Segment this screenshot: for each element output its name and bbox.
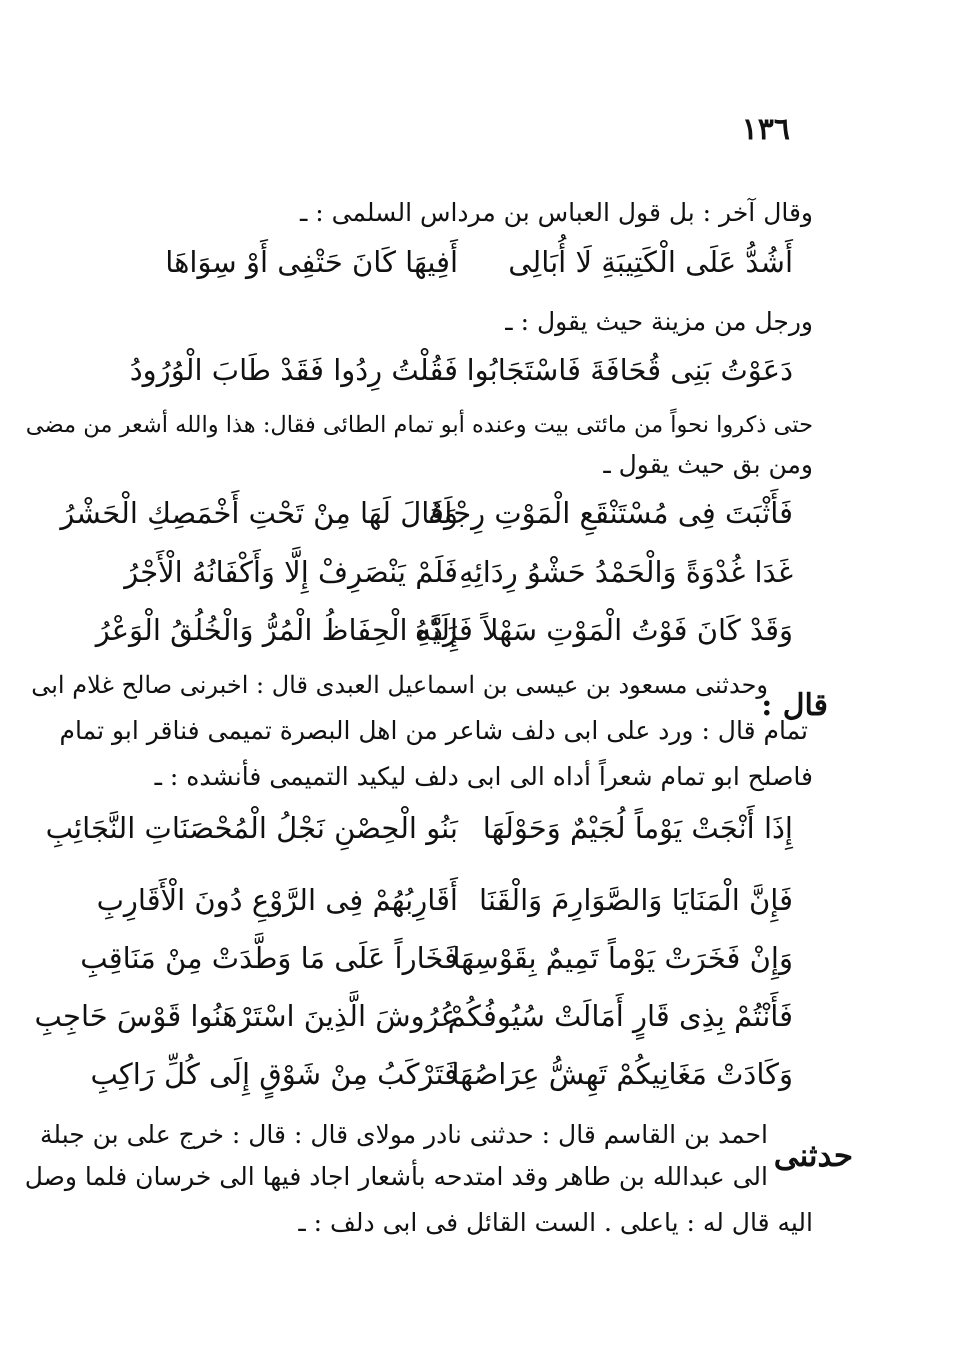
- verse-7-right: فَإِنَّ الْمَنَايَا وَالصَّوَارِمَ وَالْقَنَا: [478, 883, 793, 917]
- verse-7-left: أَقَارِبُهُمْ فِى الرَّوْعِ دُونَ الْأَقَارِبِ: [96, 883, 458, 917]
- verse-1-left: أَفِيهَا كَانَ حَتْفِى أَوْ سِوَاهَا: [165, 245, 458, 279]
- verse-4-left: فَلَمْ يَنْصَرِفْ إِلَّا وَأَكْفَانُهُ الْأَجْرُ: [124, 555, 458, 589]
- verse-3-left: وَقَالَ لَهَا مِنْ تَحْتِ أَخْمَصِكِ الْحَشْرُ: [60, 496, 458, 530]
- verse-8-right: وَإِنْ فَخَرَتْ يَوْماً تَمِيمٌ بِقَوْسِهَا: [452, 941, 793, 975]
- verse-10-right: وَكَادَتْ مَغَانِيكُمْ تَهِشُّ عِرَاصُهَا: [451, 1057, 793, 1091]
- intro-line-1: وقال آخر : بل قول العباس بن مرداس السلمى : ـ: [299, 198, 813, 227]
- side-label-qala: قال :: [761, 688, 828, 723]
- verse-10-left: فَتَرْكَبُ مِنْ شَوْقٍ إِلَى كُلِّ رَاكِبِ: [90, 1057, 458, 1091]
- verse-6-right: إِذَا أَنْجَتْ يَوْماً لُجَيْمٌ وَحَوْلَهَا: [482, 811, 793, 845]
- verse-2-left: فَقُلْتُ رِدُوا فَقَدْ طَابَ الْوُرُودُ: [129, 353, 458, 387]
- verse-5-left: إِلَيْهِ الْحِفَاظُ الْمُرُّ وَالْخُلُقُ الْوَعْرُ: [95, 613, 458, 647]
- prose-line-5: وحدثنى مسعود بن عيسى بن اسماعيل العبدى قال : اخبرنى صالح غلام ابى: [31, 671, 768, 699]
- prose-line-9: الى عبدالله بن طاهر وقد امتدحه بأشعار اجاد فيها الى خرسان فلما وصل: [24, 1162, 768, 1191]
- prose-line-10: اليه قال له : ياعلى . الست القائل فى ابى دلف : ـ: [298, 1208, 813, 1237]
- verse-6-left: بَنُو الْحِصْنِ نَجْلُ الْمُحْصَنَاتِ النَّجَائِبِ: [45, 811, 458, 845]
- verse-9-left: عُرُوشَ الَّذِينَ اسْتَرْهَنُوا قَوْسَ حَاجِبِ: [34, 999, 458, 1033]
- prose-line-7: فاصلح ابو تمام شعراً أداه الى ابى دلف ليكيد التميمى فأنشده : ـ: [154, 762, 813, 791]
- verse-4-right: غَدَا غُدْوَةً وَالْحَمْدُ حَشْوُ رِدَائِهِ: [459, 555, 793, 589]
- verse-9-right: فَأَنْتُمْ بِذِى قَارٍ أَمَالَتْ سُيُوفُكُمْ: [447, 999, 793, 1033]
- verse-5-right: وَقَدْ كَانَ فَوْتُ الْمَوْتِ سَهْلاً فَرَدَّهُ: [414, 613, 793, 647]
- intro-line-2: ورجل من مزينة حيث يقول : ـ: [505, 307, 813, 336]
- prose-line-3: حتى ذكروا نحواً من مائتى بيت وعنده أبو تمام الطائى فقال: هذا والله أشعر من مضى: [25, 412, 813, 438]
- page-number: ١٣٦: [741, 112, 790, 147]
- verse-1-right: أَشُدُّ عَلَى الْكَتِيبَةِ لَا أُبَالِى: [508, 245, 793, 279]
- prose-line-8: احمد بن القاسم قال : حدثنى نادر مولاى قال : قال : خرج على بن جبلة: [40, 1120, 768, 1149]
- side-label-haddathani: حدثنى: [773, 1138, 853, 1174]
- verse-3-right: فَأَثْبَتَ فِى مُسْتَنْقَعِ الْمَوْتِ رِجْلَهُ: [428, 496, 793, 530]
- prose-line-6: تمام قال : ورد على ابى دلف شاعر من اهل البصرة تميمى فناقر ابو تمام: [59, 716, 808, 745]
- verse-8-left: فَخَاراً عَلَى مَا وَطَّدَتْ مِنْ مَنَاقِبِ: [80, 941, 458, 975]
- prose-line-4: ومن بق حيث يقول ـ: [603, 450, 813, 479]
- verse-2-right: دَعَوْتُ بَنِى قُحَافَةَ فَاسْتَجَابُوا: [466, 353, 793, 387]
